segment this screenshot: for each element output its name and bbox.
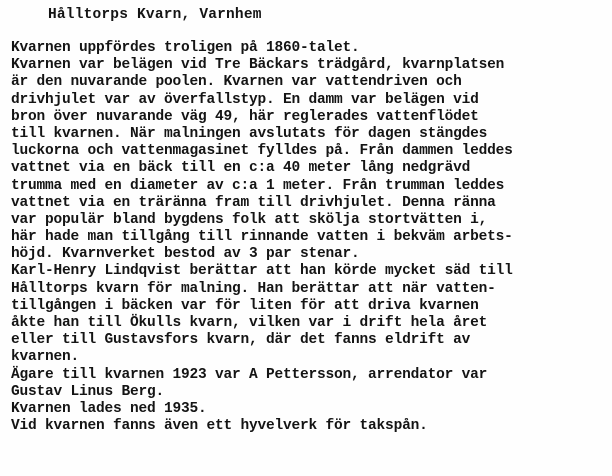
text-line: Ägare till kvarnen 1923 var A Pettersson, arrendator var xyxy=(11,366,488,383)
document-body xyxy=(11,40,513,435)
text-line: vattnet via en träränna fram till drivhjulet. Denna ränna xyxy=(11,194,496,211)
text-line: här hade man tillgång till rinnande vatten i bekväm arbets- xyxy=(11,229,513,246)
text-line: Hålltorps kvarn för malning. Han berättar att när vatten- xyxy=(11,280,496,297)
text-line: luckorna och vattenmagasinet fylldes på. Från dammen leddes xyxy=(11,143,513,160)
text-line: tillgången i bäcken var för liten för att driva kvarnen xyxy=(11,297,479,314)
text-line: kvarnen. xyxy=(11,349,80,366)
text-line: drivhjulet var av överfallstyp. En damm var belägen vid xyxy=(11,91,479,108)
text-line: eller till Gustavsfors kvarn, där det fanns eldrift av xyxy=(11,332,471,349)
text-line: är den nuvarande poolen. Kvarnen var vattendriven och xyxy=(11,74,462,91)
text-line: Gustav Linus Berg. xyxy=(11,383,165,400)
text-line: vattnet via en bäck till en c:a 40 meter lång nedgrävd xyxy=(11,160,471,177)
text-line: bron över nuvarande väg 49, här reglerades vattenflödet xyxy=(11,108,479,125)
text-line: var populär bland bygdens folk att skölja stortvätten i, xyxy=(11,211,488,228)
text-line: Karl-Henry Lindqvist berättar att han körde mycket säd till xyxy=(11,263,513,280)
document-title: Hålltorps Kvarn, Varnhem xyxy=(48,7,262,23)
text-line: Vid kvarnen fanns även ett hyvelverk för takspån. xyxy=(11,418,428,435)
text-line: Kvarnen uppfördes troligen på 1860-talet. xyxy=(11,40,360,56)
text-line: till kvarnen. När malningen avslutats för dagen stängdes xyxy=(11,125,488,142)
text-line: Kvarnen lades ned 1935. xyxy=(11,400,207,417)
text-line: höjd. Kvarnverket bestod av 3 par stenar. xyxy=(11,246,360,263)
text-line: Kvarnen var belägen vid Tre Bäckars trädgård, kvarnplatsen xyxy=(11,57,505,74)
text-line: trumma med en diameter av c:a 1 meter. Från trumman leddes xyxy=(11,177,505,194)
text-line: åkte han till Ökulls kvarn, vilken var i drift hela året xyxy=(11,315,488,331)
